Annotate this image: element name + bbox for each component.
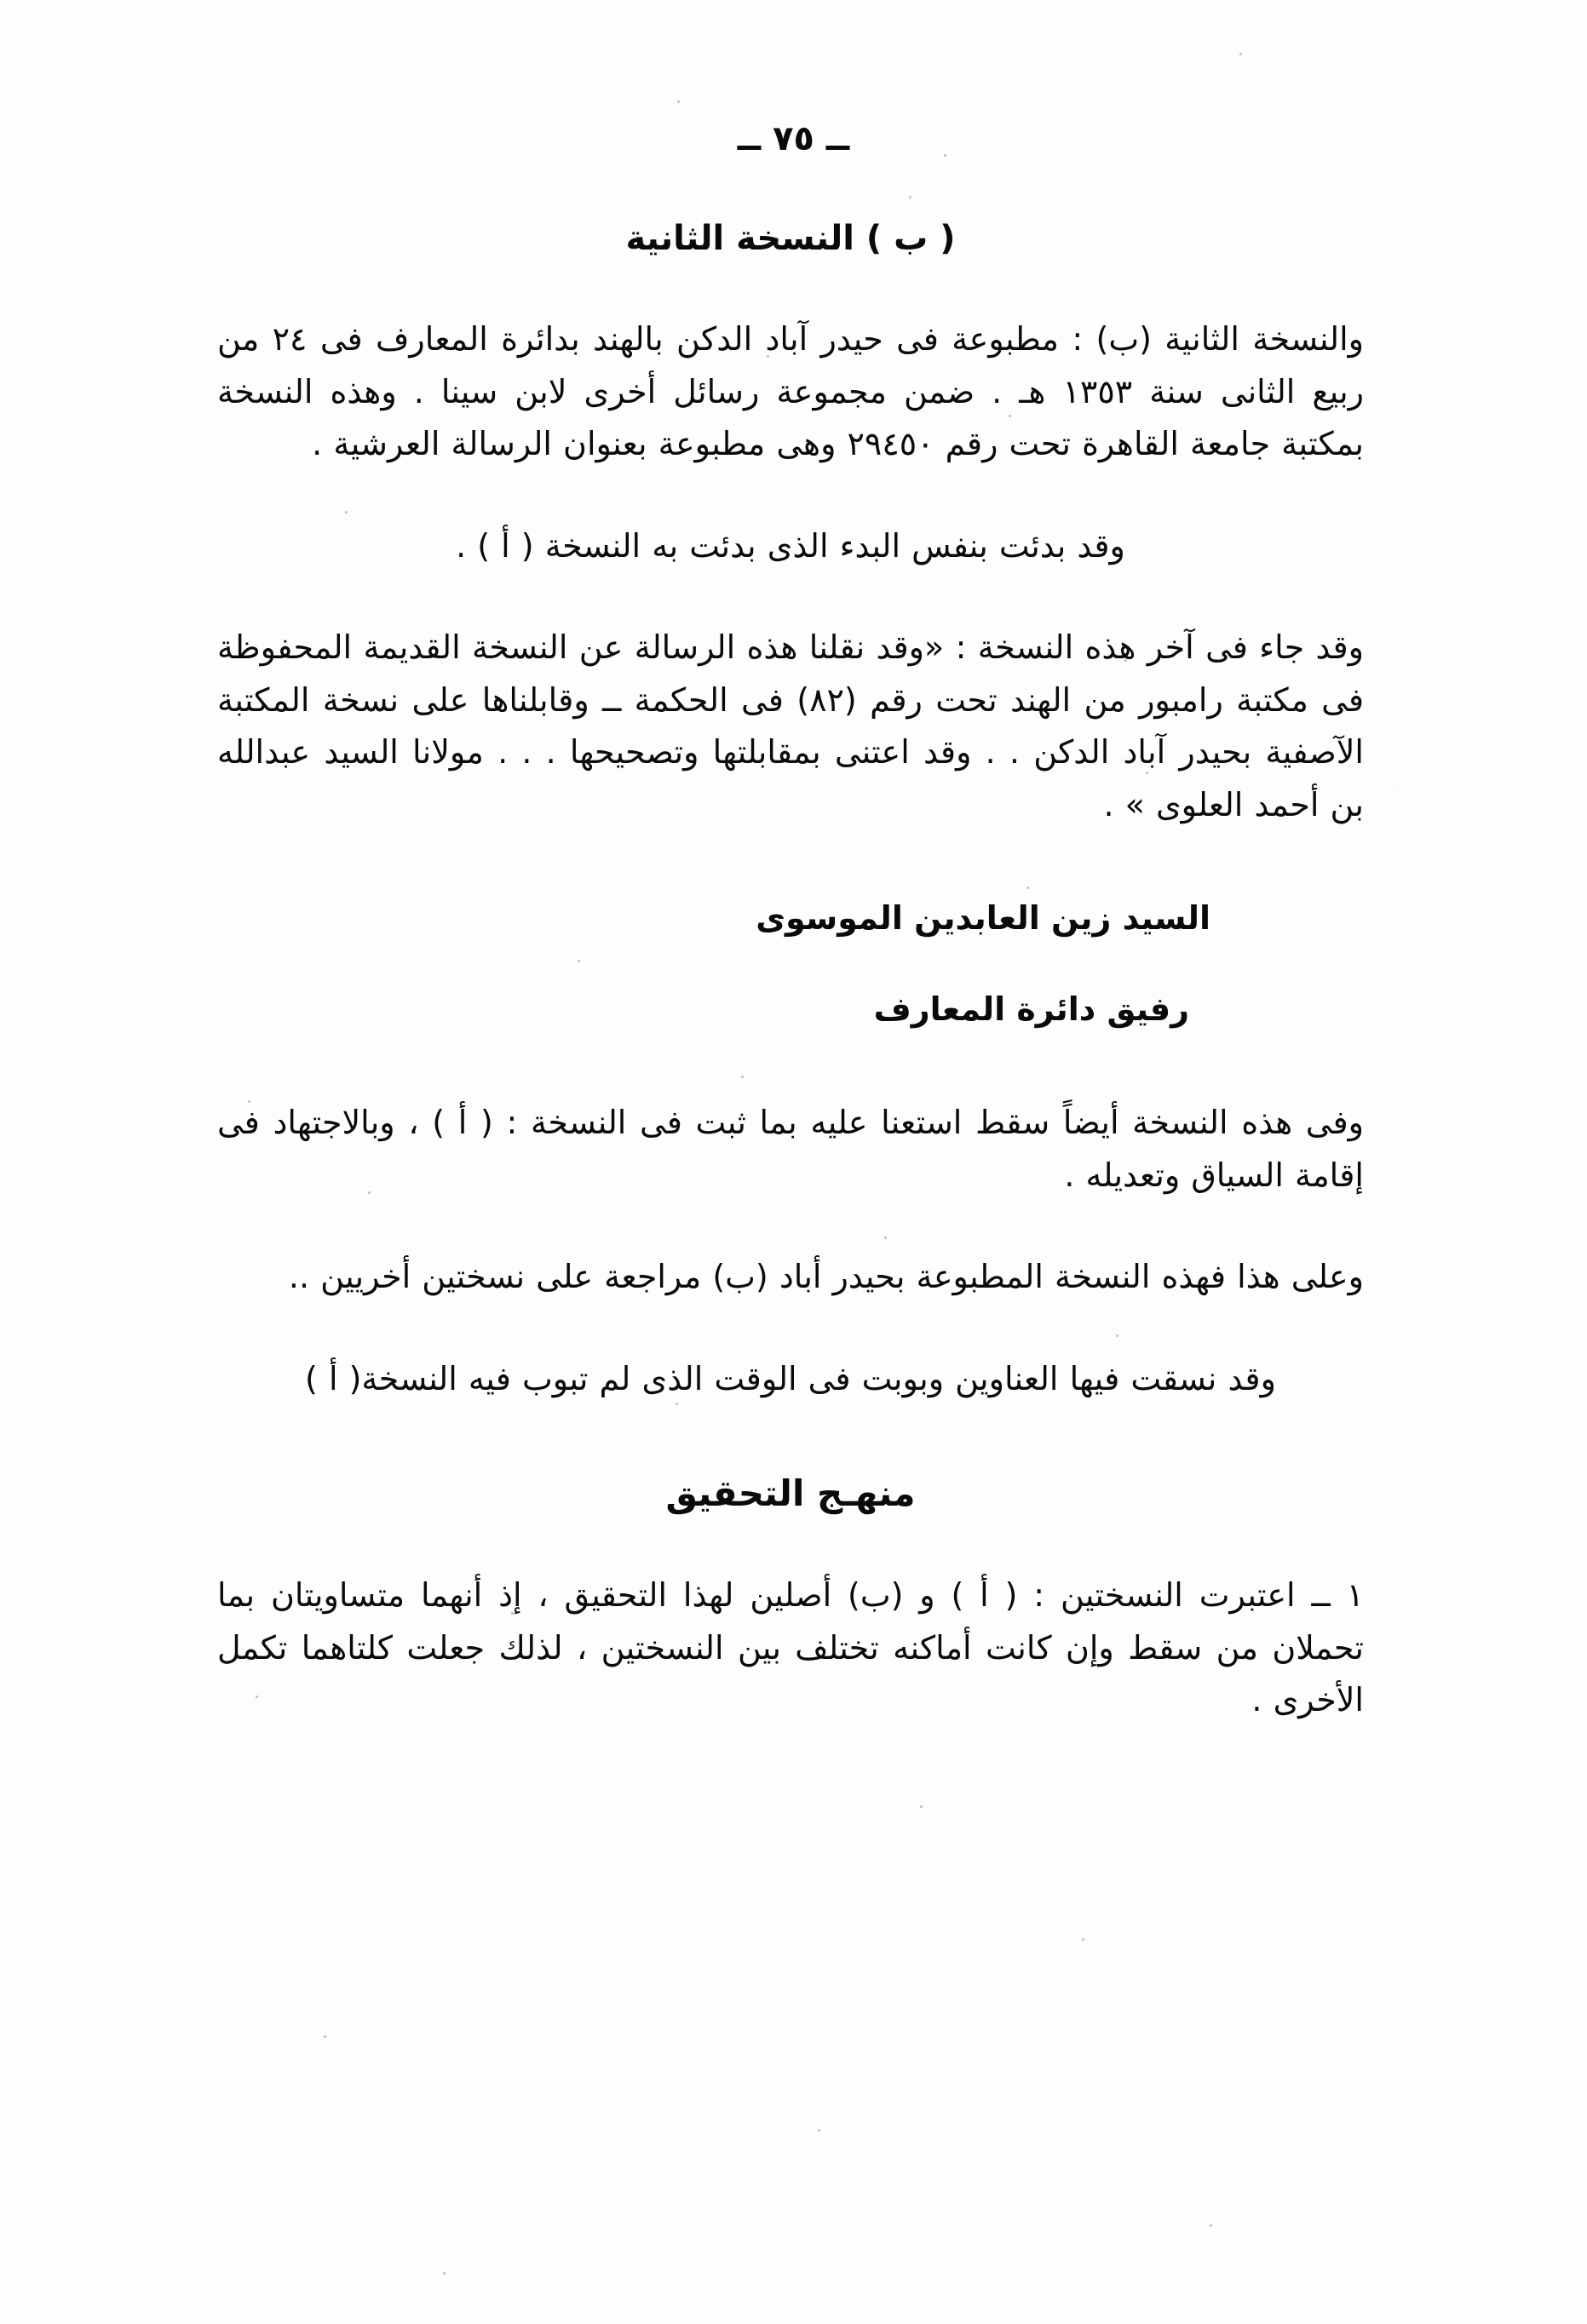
spacer [217, 831, 1364, 892]
scan-speck [1239, 53, 1242, 55]
paragraph-second-copy-description: والنسخة الثانية (ب) : مطبوعة فى حيدر آباد الدكن بالهند بدائرة المعارف فى ٢٤ من ربيع الثانى سنة ١٣٥٣ هـ . ضمن مجموعة رسائل أخرى لابن سينا . وهذه النسخة بمكتبة جامعة القاهرة تحت رقم ٢٩٤٥٠ وهى مطبوعة بعنوان الرسالة العرشية . [217, 320, 1365, 463]
list-item-method-1: ١ ــ اعتبرت النسختين : ( أ ) و (ب) أصلين لهذا التحقيق ، إذ أنهما متساويتان بما تحملان من سقط وإن كانت أماكنه تختلف بين النسختين ، لذلك جعلت كلتاهما تكمل الأخرى . [217, 1576, 1364, 1719]
scan-speck [909, 196, 911, 198]
spacer [217, 1304, 1364, 1353]
heading-second-copy: ( ب ) النسخة الثانية [625, 219, 956, 258]
spacer [217, 1202, 1364, 1251]
scan-speck [324, 2035, 326, 2038]
scan-speck [1210, 2224, 1212, 2227]
body-text-block [217, 213, 1364, 1727]
paragraph-same-opening: وقد بدئت بنفس البدء الذى بدئت به النسخة ( أ ) . [456, 526, 1125, 565]
spacer [217, 1520, 1364, 1569]
scan-speck [818, 2129, 820, 2132]
spacer [217, 572, 1364, 622]
scan-speck [443, 2272, 446, 2275]
paragraph-collation-note: وعلى هذا فهذه النسخة المطبوعة بحيدر أباد (ب) مراجعة على نسختين أخريين .. [288, 1258, 1364, 1296]
scan-speck [677, 100, 680, 103]
paragraph-headings-note: وقد نسقت فيها العناوين وبوبت فى الوقت الذى لم تبوب فيه النسخة( أ ) [305, 1359, 1276, 1397]
signature-affiliation: رفيق دائرة المعارف [873, 990, 1189, 1029]
spacer [217, 264, 1364, 313]
spacer [217, 1036, 1364, 1097]
paragraph-lacuna-note: وفى هذه النسخة أيضاً سقط استعنا عليه بما ثبت فى النسخة : ( أ ) ، وبالاجتهاد فى إقامة السياق وتعديله . [217, 1103, 1364, 1194]
scan-speck [920, 1805, 923, 1808]
spacer [217, 1405, 1364, 1466]
heading-editing-method: منهـج التحقيق [665, 1472, 916, 1515]
signature-name: السيد زين العابدين الموسوى [756, 899, 1210, 938]
page-number: ــ ٧٥ ــ [737, 119, 850, 158]
spacer [217, 944, 1364, 984]
paragraph-colophon-quote: وقد جاء فى آخر هذه النسخة : «وقد نقلنا هذه الرسالة عن النسخة القديمة المحفوظة فى مكتبة رامبور من الهند تحت رقم (٨٢) فى الحكمة ــ وقابلناها على نسخة المكتبة الآصفية بحيدر آباد الدكن . . وقد اعتنى بمقابلتها وتصحيحها . . . مولانا السيد عبدالله بن أحمد العلوى » . [217, 628, 1364, 823]
spacer [217, 471, 1364, 520]
scan-speck [1082, 1938, 1084, 1941]
